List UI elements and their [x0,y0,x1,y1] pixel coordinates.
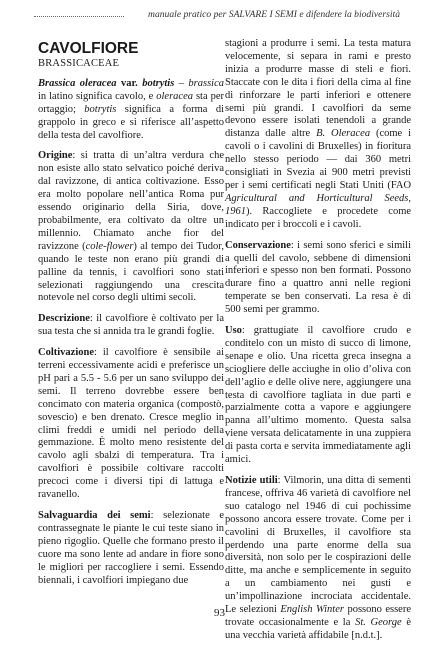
coltivazione-paragraph: Coltivazione: il cavolfiore è sensibile ai terreni eccessivamente acidi e preferisce un pH pari a 5.5 - 5.6 per un sano sviluppo dei semi. Il terreno dovrebbe essere ben concimato con materia organica (compostò, sovescio) e ben drenato. Cresce meglio in climi freddi e umidi nel periodo della gemmazione. È molto meno resistente del cavolo agli sbalzi di temperatura. Tra i cavolfiori è possibile coltivare raccolti precoci come i diversi tipi di lattuga e ravanello. [38,347,224,501]
entry-family: BRASSICACEAE [38,58,120,69]
descrizione-paragraph: Descrizione: il cavolfiore è coltivato per la sua testa che si annida tra le grandi foglie. [38,313,224,338]
origine-paragraph: Origine: si tratta di un’altra verdura che non esiste allo stato selvatico poiché deriva dal ravizzone, di antica coltivazione. Esso era molto popolare nell’antica Roma pur essendo originario della Siria, dove, probabilmente, era coltivato da oltre un millennio. Chiamato anche fior del ravizzone (cole-flower) al tempo dei Tudor, quando le teste non erano più grandi di palline da tennis, i cavolfiori sono stati selezionati raggiungendo una crescita notevole nel corso degli ultimi secoli. [38,150,224,304]
salvaguardia-paragraph-continued: stagioni a produrre i semi. La testa matura velocemente, si separa in rami e presto inizia a produrre masse di steli e fiori. Staccate con le dita i fiori della cima al fine di rinforzare le parti inferiori e ottenere semi più grandi. I cavolfiori da seme devono essere isolati tenendoli a grande distanza dalle altre B. Oleracea (come i cavoli o i cavolini di Bruxelles) in fioritura nello stesso periodo — dai 360 metri consigliati in Svezia ai 900 metri previsti per i semi certificati negli Stati Uniti (FAO Agricultural and Horticultural Seeds, 1961). Raccogliete e procedete come indicato per i broccoli e i cavoli. [225,38,412,230]
notizie-paragraph: Notizie utili: Vilmorin, una ditta di sementi francese, offriva 46 varietà di cavolfiore nel suo catalogo nel 1946 di cui pochissime possono ancora essere trovate. Come per i cavolini di Bruxelles, il cavolfiore sta perdendo una parte enorme della sua diversità, non solo per le cospirazioni delle ditte, ma anche e semplicemente in seguito a un cambiamento nei gusti e un’impollinazione incrociata accidentale. Le selezioni English Winter possono essere trovate occasionalmente e la St. George è una vecchia varietà affidabile [n.d.t.]. [225,475,411,641]
conservazione-paragraph: Conservazione: i semi sono sferici e simili a quelli del cavolo, sebbene di dimensioni inferiori e spesso non ben formati. Possono durare fino a quattro anni nelle regioni temperate se ben conservati. La resa è di 500 semi per grammo. [225,239,411,316]
header-dotted-rule [34,16,124,17]
intro-paragraph: Brassica oleracea var. botrytis – brassica in latino significa cavolo, e oleracea sta per ortaggio; botrytis significa a forma di grappolo in greco e si riferisce all’aspetto della testa del cavolfiore. [38,77,225,141]
salvaguardia-paragraph: Salvaguardia dei semi: selezionate e contrassegnate le piante le cui teste siano in pieno rigoglio. Quelle che formano presto il cuore ma sono lente ad andare in fiore sono le migliori per raccogliere i semi. Essendo biennali, i cavolfiori impiegano due [38,510,225,586]
running-header [34,4,406,22]
page-number: 93 [214,607,225,619]
entry-title: CAVOLFIORE [38,40,139,57]
left-column [38,38,224,587]
uso-paragraph: Uso: grattugiate il cavolfiore crudo e condìtelo con un misto di succo di limone, senape e olio. Una ricetta greca insegna a sciogliere delle acciughe in olio d’oliva con dell’aglio e delle olive nere, aggiungere una testa di cavolfiore tagliata in due parti e parzialmente cotta a vapore e aggiungere panna all’ultimo momento. Questa salsa viene versata delicatamente in una zuppiera di pasta corta e servita immediatamente agli amici. [225,325,411,466]
header-running-title: manuale pratico per SALVARE I SEMI e difendere la biodiversità [148,9,400,20]
right-column [225,38,411,651]
